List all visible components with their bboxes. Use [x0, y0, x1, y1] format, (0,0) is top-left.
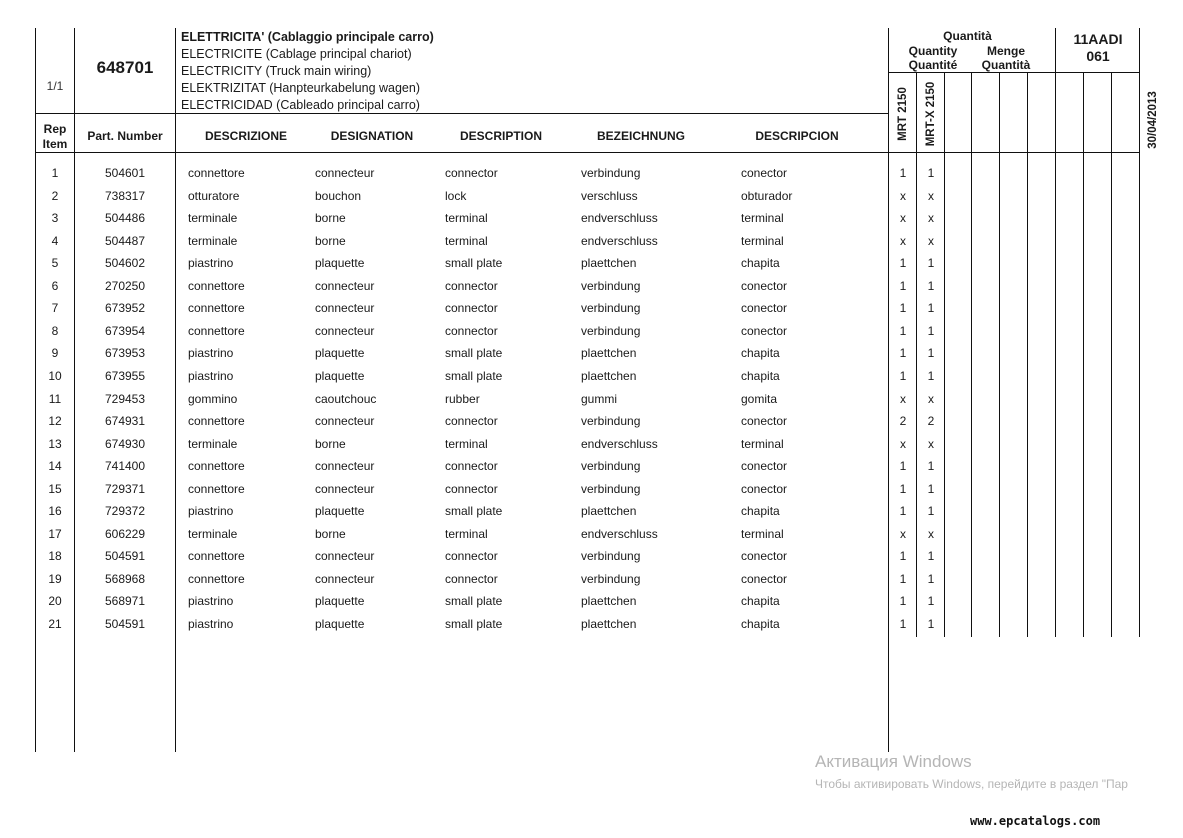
table-row	[0, 234, 1183, 256]
designation-cell: connecteur	[315, 459, 375, 474]
part-number-cell: 673952	[104, 301, 146, 316]
part-number-cell: 674931	[104, 414, 146, 429]
title-fr: ELECTRICITE (Cablage principal chariot)	[181, 47, 412, 61]
document-code-line2: 061	[1086, 48, 1110, 64]
qty-mrt-2150-cell: x	[900, 436, 906, 451]
qty-mrt-x-2150-cell: 1	[927, 256, 935, 271]
descripcion-cell: conector	[741, 481, 788, 496]
bezeichnung-cell: gummi	[581, 391, 618, 406]
part-number-cell: 673953	[104, 346, 146, 361]
col-header-rep-item	[36, 122, 74, 152]
descrizione-cell: connettore	[188, 278, 245, 293]
designation-cell: borne	[315, 211, 346, 226]
table-row	[0, 594, 1183, 616]
table-row	[0, 482, 1183, 504]
qty-mrt-2150-cell: 1	[899, 368, 907, 383]
description-cell: lock	[445, 188, 467, 203]
part-number-cell: 504486	[104, 211, 146, 226]
table-row	[0, 189, 1183, 211]
description-cell: connector	[445, 166, 498, 180]
description-cell: small plate	[445, 504, 503, 519]
bezeichnung-cell: verbindung	[581, 549, 641, 564]
qty-mrt-2150-cell: 1	[899, 323, 907, 338]
document-code	[1056, 31, 1140, 65]
table-row	[0, 527, 1183, 549]
col-header-bezeichnung: BEZEICHNUNG	[596, 129, 685, 143]
bezeichnung-cell: verbindung	[581, 414, 641, 429]
descrizione-cell: connettore	[188, 481, 245, 496]
descrizione-cell: connettore	[188, 301, 245, 316]
qty-mrt-2150-cell: x	[900, 211, 906, 226]
descrizione-cell: connettore	[188, 459, 245, 474]
qty-mrt-x-2150-cell: 1	[927, 549, 935, 564]
model-mrt-2150: MRT 2150	[897, 87, 909, 141]
quantity-right-label	[971, 44, 1041, 72]
part-number-cell: 729372	[104, 504, 146, 519]
description-cell: small plate	[445, 594, 503, 609]
rep-cell: 21	[48, 617, 62, 631]
part-number-cell: 568968	[104, 571, 146, 586]
table-row	[0, 504, 1183, 526]
description-cell: connector	[445, 571, 498, 586]
rep-cell: 12	[48, 414, 62, 429]
descrizione-cell: piastrino	[188, 594, 234, 609]
descrizione-cell: terminale	[188, 211, 238, 226]
qty-mrt-2150-cell: x	[900, 233, 906, 248]
qty-mrt-x-2150-cell: 1	[927, 617, 935, 631]
qty-mrt-x-2150-cell: 1	[927, 459, 935, 474]
designation-cell: connecteur	[315, 278, 375, 293]
table-row	[0, 437, 1183, 459]
descripcion-cell: obturador	[741, 188, 793, 203]
qty-mrt-x-2150-cell: 1	[927, 323, 935, 338]
designation-cell: bouchon	[315, 188, 362, 203]
designation-cell: connecteur	[315, 301, 375, 316]
qty-mrt-2150-cell: 1	[899, 504, 907, 519]
bezeichnung-cell: plaettchen	[581, 504, 637, 519]
descrizione-cell: connettore	[188, 166, 245, 180]
model-mrt-x-2150: MRT-X 2150	[925, 81, 937, 147]
qty-mrt-x-2150-cell: 1	[927, 346, 935, 361]
bezeichnung-cell: verbindung	[581, 278, 641, 293]
qty-mrt-2150-cell: 1	[899, 346, 907, 361]
descripcion-cell: conector	[741, 414, 788, 429]
descripcion-cell: conector	[741, 278, 788, 293]
site-url: www.epcatalogs.com	[970, 814, 1101, 828]
descripcion-cell: conector	[741, 166, 788, 180]
descripcion-cell: terminal	[741, 211, 784, 226]
descripcion-cell: terminal	[741, 436, 784, 451]
rep-cell: 7	[51, 301, 59, 316]
descrizione-cell: piastrino	[188, 346, 234, 361]
rep-cell: 15	[48, 481, 62, 496]
designation-cell: connecteur	[315, 166, 375, 180]
part-number-cell: 673955	[104, 368, 146, 383]
description-cell: connector	[445, 549, 498, 564]
description-cell: terminal	[445, 436, 488, 451]
bezeichnung-cell: verbindung	[581, 481, 641, 496]
rep-cell: 6	[51, 278, 59, 293]
designation-cell: caoutchouc	[315, 391, 377, 406]
qty-mrt-x-2150-cell: x	[928, 188, 934, 203]
descripcion-cell: conector	[741, 549, 788, 564]
qty-mrt-2150-cell: 2	[899, 414, 907, 429]
description-cell: small plate	[445, 368, 503, 383]
part-number-cell: 504487	[104, 233, 146, 248]
qty-mrt-x-2150-cell: 1	[927, 278, 935, 293]
qty-mrt-x-2150-cell: 1	[927, 504, 935, 519]
qty-mrt-2150-cell: 1	[899, 256, 907, 271]
qty-mrt-2150-cell: 1	[899, 617, 907, 631]
descripcion-cell: conector	[741, 571, 788, 586]
part-number-cell: 504602	[104, 256, 146, 271]
designation-cell: plaquette	[315, 368, 365, 383]
designation-cell: borne	[315, 233, 346, 248]
descrizione-cell: gommino	[188, 391, 238, 406]
rep-cell: 10	[48, 368, 62, 383]
bezeichnung-cell: endverschluss	[581, 233, 658, 248]
bezeichnung-cell: verbindung	[581, 301, 641, 316]
table-row	[0, 414, 1183, 436]
descrizione-cell: otturatore	[188, 188, 240, 203]
descrizione-cell: connettore	[188, 571, 245, 586]
quantity-title: Quantità	[943, 29, 992, 43]
table-row	[0, 459, 1183, 481]
rep-cell: 13	[48, 436, 62, 451]
page-number: 1/1	[46, 79, 64, 93]
bezeichnung-cell: plaettchen	[581, 256, 637, 271]
qty-mrt-x-2150-cell: x	[928, 436, 934, 451]
qty-mrt-x-2150-cell: 1	[927, 571, 935, 586]
table-row	[0, 211, 1183, 233]
qty-mrt-x-2150-cell: 2	[927, 414, 935, 429]
rep-cell: 17	[48, 526, 62, 541]
designation-cell: connecteur	[315, 414, 375, 429]
table-row	[0, 279, 1183, 301]
descripcion-cell: conector	[741, 323, 788, 338]
designation-cell: borne	[315, 526, 346, 541]
designation-cell: connecteur	[315, 549, 375, 564]
designation-cell: connecteur	[315, 571, 375, 586]
part-number-cell: 729453	[104, 391, 146, 406]
qty-mrt-2150-cell: 1	[899, 594, 907, 609]
rep-cell: 14	[48, 459, 62, 474]
descripcion-cell: chapita	[741, 368, 780, 383]
designation-cell: borne	[315, 436, 346, 451]
quantita-it: Quantità	[981, 58, 1031, 72]
windows-activation-watermark-text: Чтобы активировать Windows, перейдите в раздел "Пар	[815, 777, 1128, 791]
qty-mrt-2150-cell: x	[900, 188, 906, 203]
table-row	[0, 346, 1183, 368]
qty-mrt-x-2150-cell: 1	[927, 301, 935, 316]
designation-cell: plaquette	[315, 504, 365, 519]
bezeichnung-cell: endverschluss	[581, 526, 658, 541]
bezeichnung-cell: endverschluss	[581, 436, 658, 451]
rep-cell: 19	[48, 571, 62, 586]
rep-cell: 20	[48, 594, 62, 609]
bezeichnung-cell: plaettchen	[581, 346, 637, 361]
part-number-cell: 568971	[104, 594, 146, 609]
descrizione-cell: terminale	[188, 233, 238, 248]
descripcion-cell: chapita	[741, 617, 780, 631]
col-header-designation: DESIGNATION	[330, 129, 414, 143]
description-cell: rubber	[445, 391, 480, 406]
descripcion-cell: conector	[741, 301, 788, 316]
rep-cell: 16	[48, 504, 62, 519]
part-number-cell: 738317	[104, 188, 146, 203]
table-row	[0, 549, 1183, 571]
bezeichnung-cell: plaettchen	[581, 617, 637, 631]
title-de: ELEKTRIZITAT (Hanpteurkabelung wagen)	[181, 81, 421, 95]
col-header-item: Item	[42, 137, 68, 151]
part-number-cell: 729371	[104, 481, 146, 496]
designation-cell: plaquette	[315, 594, 365, 609]
descrizione-cell: piastrino	[188, 368, 234, 383]
description-cell: small plate	[445, 346, 503, 361]
qty-mrt-x-2150-cell: x	[928, 526, 934, 541]
rep-cell: 2	[51, 188, 59, 203]
bezeichnung-cell: verbindung	[581, 323, 641, 338]
qty-mrt-2150-cell: 1	[899, 278, 907, 293]
rep-cell: 8	[51, 323, 59, 338]
descripcion-cell: gomita	[741, 391, 778, 406]
descripcion-cell: conector	[741, 459, 788, 474]
part-number-cell: 674930	[104, 436, 146, 451]
rep-cell: 18	[48, 549, 62, 564]
description-cell: small plate	[445, 617, 503, 631]
rep-cell: 3	[51, 211, 59, 226]
part-number-cell: 673954	[104, 323, 146, 338]
description-cell: connector	[445, 481, 498, 496]
col-header-part-number: Part. Number	[87, 129, 163, 143]
designation-cell: plaquette	[315, 256, 365, 271]
descripcion-cell: terminal	[741, 526, 784, 541]
qty-mrt-2150-cell: x	[900, 526, 906, 541]
document-code-line1: 11AADI	[1073, 31, 1123, 47]
qty-mrt-2150-cell: 1	[899, 571, 907, 586]
descripcion-cell: chapita	[741, 504, 780, 519]
quantity-left-label	[895, 44, 971, 72]
qty-mrt-2150-cell: 1	[899, 481, 907, 496]
descrizione-cell: connettore	[188, 414, 245, 429]
descripcion-cell: chapita	[741, 594, 780, 609]
table-row	[0, 256, 1183, 278]
designation-cell: connecteur	[315, 481, 375, 496]
part-number-cell: 270250	[104, 278, 146, 293]
col-header-descripcion: DESCRIPCION	[755, 129, 839, 143]
rep-cell: 9	[51, 346, 59, 361]
col-header-description: DESCRIPTION	[459, 129, 542, 143]
qty-mrt-x-2150-cell: x	[928, 233, 934, 248]
section-title	[181, 29, 434, 114]
description-cell: connector	[445, 323, 498, 338]
bezeichnung-cell: verschluss	[581, 188, 638, 203]
bezeichnung-cell: plaettchen	[581, 594, 637, 609]
table-row	[0, 369, 1183, 391]
qty-mrt-x-2150-cell: 1	[927, 166, 935, 180]
table-row	[0, 166, 1183, 188]
col-header-rep: Rep	[43, 122, 67, 136]
description-cell: connector	[445, 414, 498, 429]
title-es: ELECTRICIDAD (Cableado principal carro)	[181, 98, 420, 112]
col-header-descrizione: DESCRIZIONE	[204, 129, 287, 143]
designation-cell: plaquette	[315, 617, 365, 631]
document-date: 30/04/2013	[1147, 91, 1159, 149]
qty-mrt-2150-cell: x	[900, 391, 906, 406]
designation-cell: connecteur	[315, 323, 375, 338]
descrizione-cell: piastrino	[188, 256, 234, 271]
rep-cell: 5	[51, 256, 59, 271]
part-number-cell: 504601	[104, 166, 146, 180]
menge-de: Menge	[986, 44, 1025, 58]
table-row	[0, 392, 1183, 414]
bezeichnung-cell: verbindung	[581, 166, 641, 180]
group-code: 648701	[96, 58, 154, 77]
table-row	[0, 324, 1183, 346]
bezeichnung-cell: verbindung	[581, 571, 641, 586]
descripcion-cell: chapita	[741, 256, 780, 271]
quantite-fr: Quantité	[908, 58, 958, 72]
windows-activation-watermark-title: Активация Windows	[815, 752, 972, 771]
rep-cell: 4	[51, 233, 59, 248]
description-cell: terminal	[445, 233, 488, 248]
qty-mrt-x-2150-cell: 1	[927, 481, 935, 496]
table-row	[0, 572, 1183, 594]
bezeichnung-cell: plaettchen	[581, 368, 637, 383]
descripcion-cell: terminal	[741, 233, 784, 248]
description-cell: small plate	[445, 256, 503, 271]
table-row	[0, 301, 1183, 323]
part-number-cell: 504591	[104, 549, 146, 564]
part-number-cell: 741400	[104, 459, 146, 474]
qty-mrt-x-2150-cell: x	[928, 211, 934, 226]
qty-mrt-2150-cell: 1	[899, 301, 907, 316]
descrizione-cell: connettore	[188, 549, 245, 564]
qty-mrt-2150-cell: 1	[899, 549, 907, 564]
qty-mrt-2150-cell: 1	[899, 166, 907, 180]
qty-mrt-x-2150-cell: 1	[927, 594, 935, 609]
descrizione-cell: connettore	[188, 323, 245, 338]
descrizione-cell: terminale	[188, 436, 238, 451]
title-en: ELECTRICITY (Truck main wiring)	[181, 64, 372, 78]
description-cell: terminal	[445, 211, 488, 226]
descrizione-cell: piastrino	[188, 504, 234, 519]
quantity-en: Quantity	[908, 44, 958, 58]
part-number-cell: 504591	[104, 617, 146, 631]
descripcion-cell: chapita	[741, 346, 780, 361]
description-cell: connector	[445, 301, 498, 316]
rep-cell: 1	[51, 166, 59, 180]
description-cell: terminal	[445, 526, 488, 541]
rep-cell: 11	[48, 391, 62, 406]
qty-mrt-2150-cell: 1	[899, 459, 907, 474]
bezeichnung-cell: verbindung	[581, 459, 641, 474]
qty-mrt-x-2150-cell: x	[928, 391, 934, 406]
bezeichnung-cell: endverschluss	[581, 211, 658, 226]
part-number-cell: 606229	[104, 526, 146, 541]
descrizione-cell: piastrino	[188, 617, 234, 631]
description-cell: connector	[445, 459, 498, 474]
qty-mrt-x-2150-cell: 1	[927, 368, 935, 383]
description-cell: connector	[445, 278, 498, 293]
title-it: ELETTRICITA' (Cablaggio principale carro)	[181, 30, 434, 44]
table-row	[0, 617, 1183, 639]
descrizione-cell: terminale	[188, 526, 238, 541]
designation-cell: plaquette	[315, 346, 365, 361]
